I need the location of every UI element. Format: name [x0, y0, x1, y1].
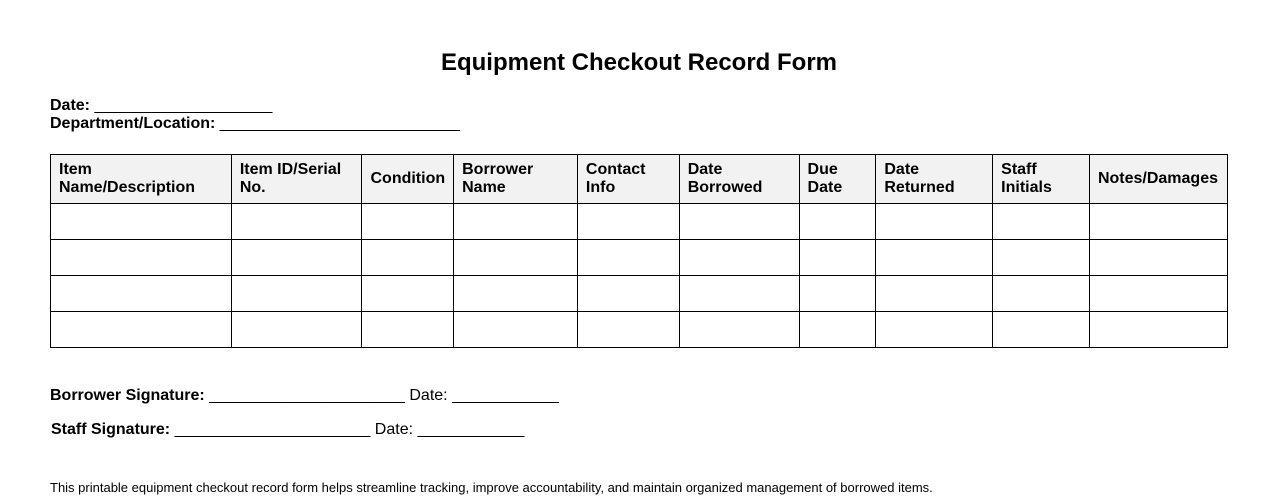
staff-date-label: Date: [374, 421, 414, 438]
table-cell[interactable] [799, 312, 876, 348]
date-field [50, 97, 272, 115]
date-label: Date: [50, 97, 91, 114]
staff-signature-blank[interactable]: ______________________ [174, 421, 371, 438]
table-cell[interactable] [993, 312, 1090, 348]
table-cell[interactable] [231, 204, 362, 240]
table-cell[interactable] [876, 312, 993, 348]
borrower-date-blank[interactable]: ____________ [452, 387, 559, 404]
table-cell[interactable] [454, 240, 578, 276]
footer-description: This printable equipment checkout record form helps streamline tracking, improve accountability, and maintain organized management of borrowed items. [50, 480, 933, 495]
table-cell[interactable] [993, 240, 1090, 276]
table-body [51, 204, 1228, 348]
table-cell[interactable] [362, 204, 454, 240]
table-cell[interactable] [1089, 204, 1227, 240]
table-cell[interactable] [577, 240, 679, 276]
table-cell[interactable] [876, 240, 993, 276]
table-cell[interactable] [679, 312, 799, 348]
checkout-table [50, 154, 1228, 348]
borrower-signature-line [50, 387, 559, 405]
column-header: Condition [362, 155, 454, 204]
table-cell[interactable] [362, 240, 454, 276]
table-cell[interactable] [454, 312, 578, 348]
table-cell[interactable] [679, 204, 799, 240]
table-cell[interactable] [454, 276, 578, 312]
table-cell[interactable] [51, 276, 232, 312]
table-cell[interactable] [231, 240, 362, 276]
date-blank-line[interactable]: ____________________ [94, 97, 273, 114]
column-header: Date Borrowed [679, 155, 799, 204]
table-cell[interactable] [1089, 240, 1227, 276]
borrower-signature-blank[interactable]: ______________________ [209, 387, 405, 404]
column-header: Borrower Name [454, 155, 578, 204]
table-cell[interactable] [231, 276, 362, 312]
table-cell[interactable] [799, 240, 876, 276]
column-header: Item Name/Description [51, 155, 232, 204]
table-row [51, 204, 1228, 240]
department-location-field [50, 115, 460, 133]
department-label: Department/Location: [50, 115, 216, 132]
table-cell[interactable] [577, 312, 679, 348]
column-header: Staff Initials [993, 155, 1090, 204]
table-row [51, 240, 1228, 276]
department-blank-line[interactable]: ___________________________ [219, 115, 461, 132]
table-cell[interactable] [993, 204, 1090, 240]
table-cell[interactable] [362, 312, 454, 348]
table-cell[interactable] [577, 276, 679, 312]
table-cell[interactable] [799, 204, 876, 240]
borrower-signature-label: Borrower Signature: [50, 387, 205, 404]
table-cell[interactable] [876, 276, 993, 312]
staff-date-blank[interactable]: ____________ [417, 421, 525, 438]
table-row [51, 276, 1228, 312]
table-cell[interactable] [799, 276, 876, 312]
column-header: Due Date [799, 155, 876, 204]
column-header: Notes/Damages [1089, 155, 1227, 204]
table-cell[interactable] [454, 204, 578, 240]
table-cell[interactable] [51, 240, 232, 276]
table-cell[interactable] [679, 240, 799, 276]
table-cell[interactable] [362, 276, 454, 312]
column-header: Date Returned [876, 155, 993, 204]
table-cell[interactable] [1089, 276, 1227, 312]
table-cell[interactable] [51, 204, 232, 240]
staff-signature-label: Staff Signature: [51, 421, 171, 438]
column-header: Contact Info [577, 155, 679, 204]
table-cell[interactable] [679, 276, 799, 312]
table-cell[interactable] [1089, 312, 1227, 348]
table-cell[interactable] [993, 276, 1090, 312]
form-title: Equipment Checkout Record Form [440, 49, 838, 76]
column-header: Item ID/Serial No. [231, 155, 362, 204]
staff-signature-line [51, 421, 524, 439]
table-cell[interactable] [876, 204, 993, 240]
table-row [51, 312, 1228, 348]
table-header-row [51, 155, 1228, 204]
borrower-date-label: Date: [409, 387, 448, 404]
table-cell[interactable] [231, 312, 362, 348]
table-cell[interactable] [577, 204, 679, 240]
table-cell[interactable] [51, 312, 232, 348]
